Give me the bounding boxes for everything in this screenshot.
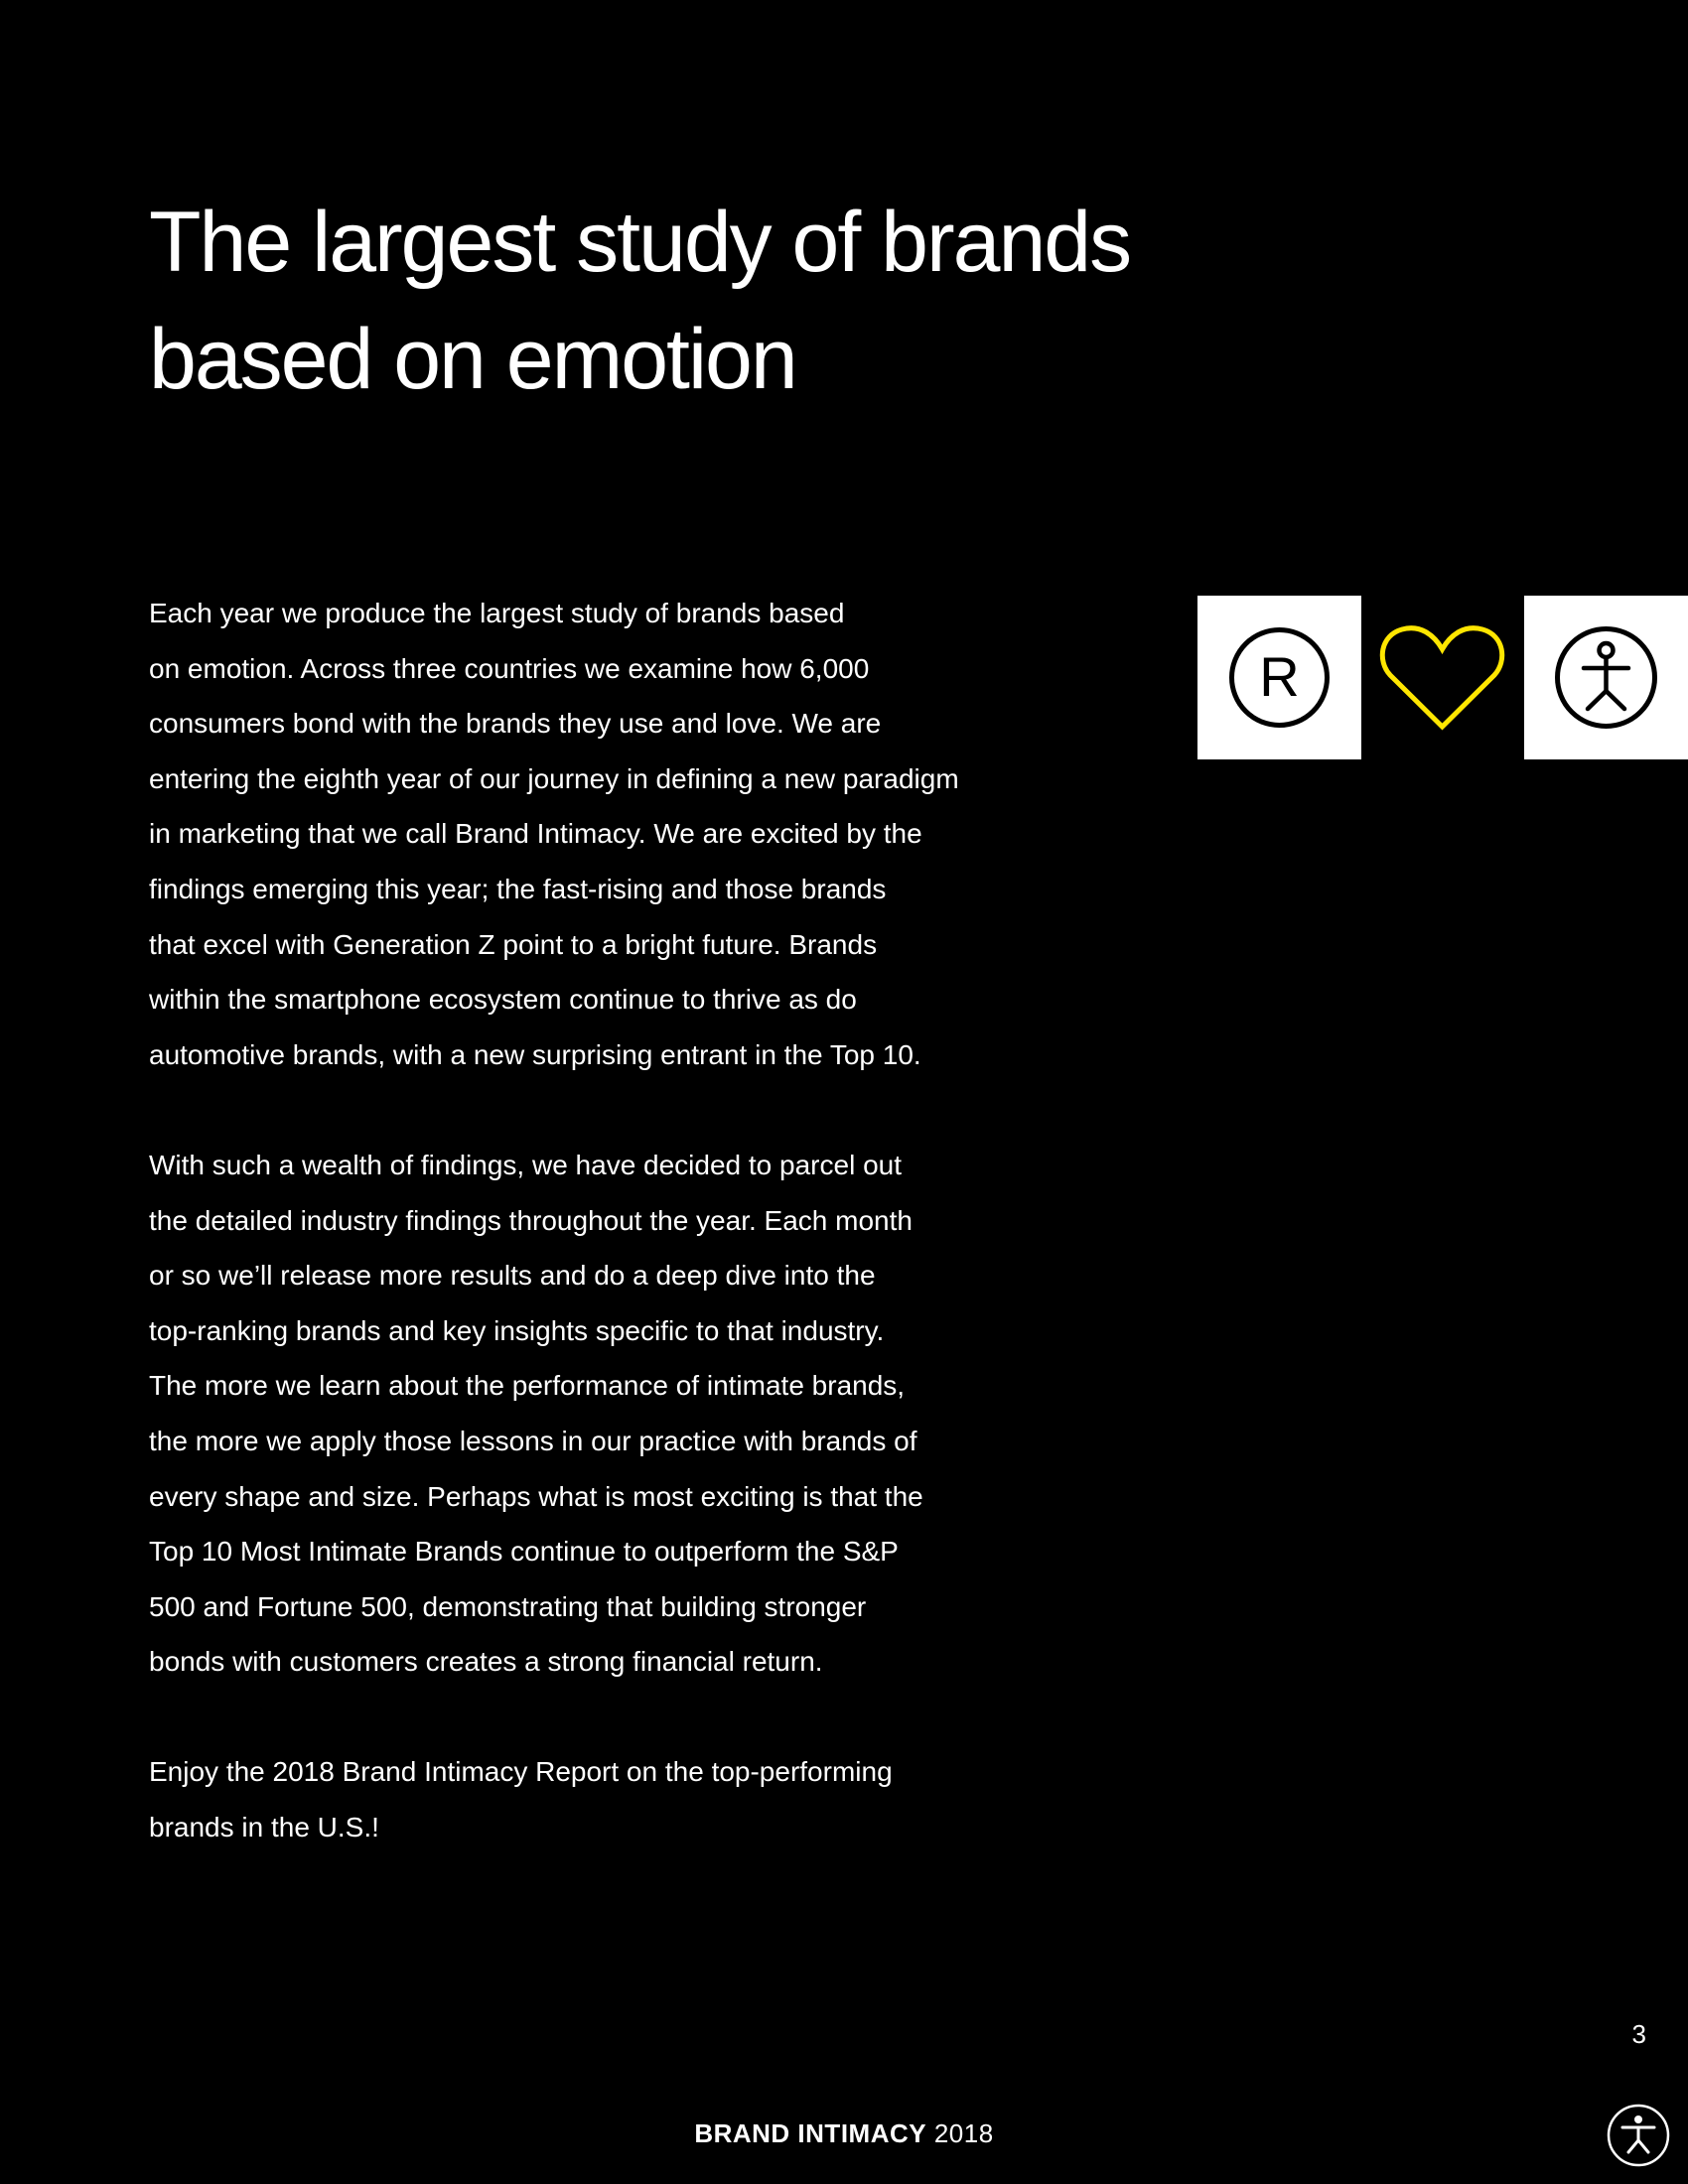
- page-number: 3: [1631, 2019, 1646, 2049]
- text-line: that excel with Generation Z point to a bright future. Brands: [149, 928, 878, 960]
- title-line: The largest study of brands: [149, 195, 1131, 290]
- text-line: within the smartphone ecosystem continue to thrive as do: [149, 984, 857, 1016]
- text-line: or so we’ll release more results and do a deep dive into the: [149, 1260, 876, 1292]
- paragraph-2: [149, 1138, 1023, 1690]
- text-line: top-ranking brands and key insights specific to that industry.: [149, 1314, 885, 1346]
- text-line: Each year we produce the largest study of brands based: [149, 598, 845, 628]
- text-line: in marketing that we call Brand Intimacy. We are excited by the: [149, 818, 922, 850]
- text-line: Enjoy the 2018 Brand Intimacy Report on the top-performing: [149, 1756, 893, 1788]
- text-line: brands in the U.S.!: [149, 1812, 379, 1843]
- text-line: bonds with customers creates a strong financial return.: [149, 1646, 823, 1678]
- heart-icon: [1360, 596, 1524, 759]
- body-text: [149, 586, 1023, 1910]
- text-line: The more we learn about the performance of intimate brands,: [149, 1370, 906, 1402]
- text-line: every shape and size. Perhaps what is most exciting is that the: [149, 1480, 923, 1512]
- text-line: consumers bond with the brands they use and love. We are: [149, 708, 882, 740]
- text-line: With such a wealth of findings, we have decided to parcel out: [149, 1149, 902, 1180]
- text-line: Top 10 Most Intimate Brands continue to outperform the S&P: [149, 1536, 899, 1568]
- text-line: 500 and Fortune 500, demonstrating that building stronger: [149, 1590, 867, 1622]
- text-line: the detailed industry findings throughout the year. Each month: [149, 1204, 913, 1236]
- registered-letter: R: [1259, 645, 1300, 708]
- text-line: automotive brands, with a new surprising entrant in the Top 10.: [149, 1038, 921, 1070]
- registered-icon: [1197, 596, 1361, 759]
- text-line: entering the eighth year of our journey in defining a new paradigm: [149, 762, 959, 794]
- footer-year: 2018: [933, 2118, 994, 2148]
- paragraph-3: [149, 1744, 1023, 1854]
- text-line: the more we apply those lessons in our practice with brands of: [149, 1425, 917, 1456]
- footer: [0, 2118, 1688, 2149]
- title-line: based on emotion: [149, 312, 796, 407]
- text-line: findings emerging this year; the fast-rising and those brands: [149, 873, 887, 904]
- accessibility-icon[interactable]: [1606, 2103, 1671, 2168]
- paragraph-1: [149, 586, 1023, 1082]
- text-line: on emotion. Across three countries we examine how 6,000: [149, 652, 870, 684]
- person-icon: [1524, 596, 1688, 759]
- footer-brand: BRAND INTIMACY: [694, 2118, 927, 2148]
- page-title: [149, 184, 1142, 418]
